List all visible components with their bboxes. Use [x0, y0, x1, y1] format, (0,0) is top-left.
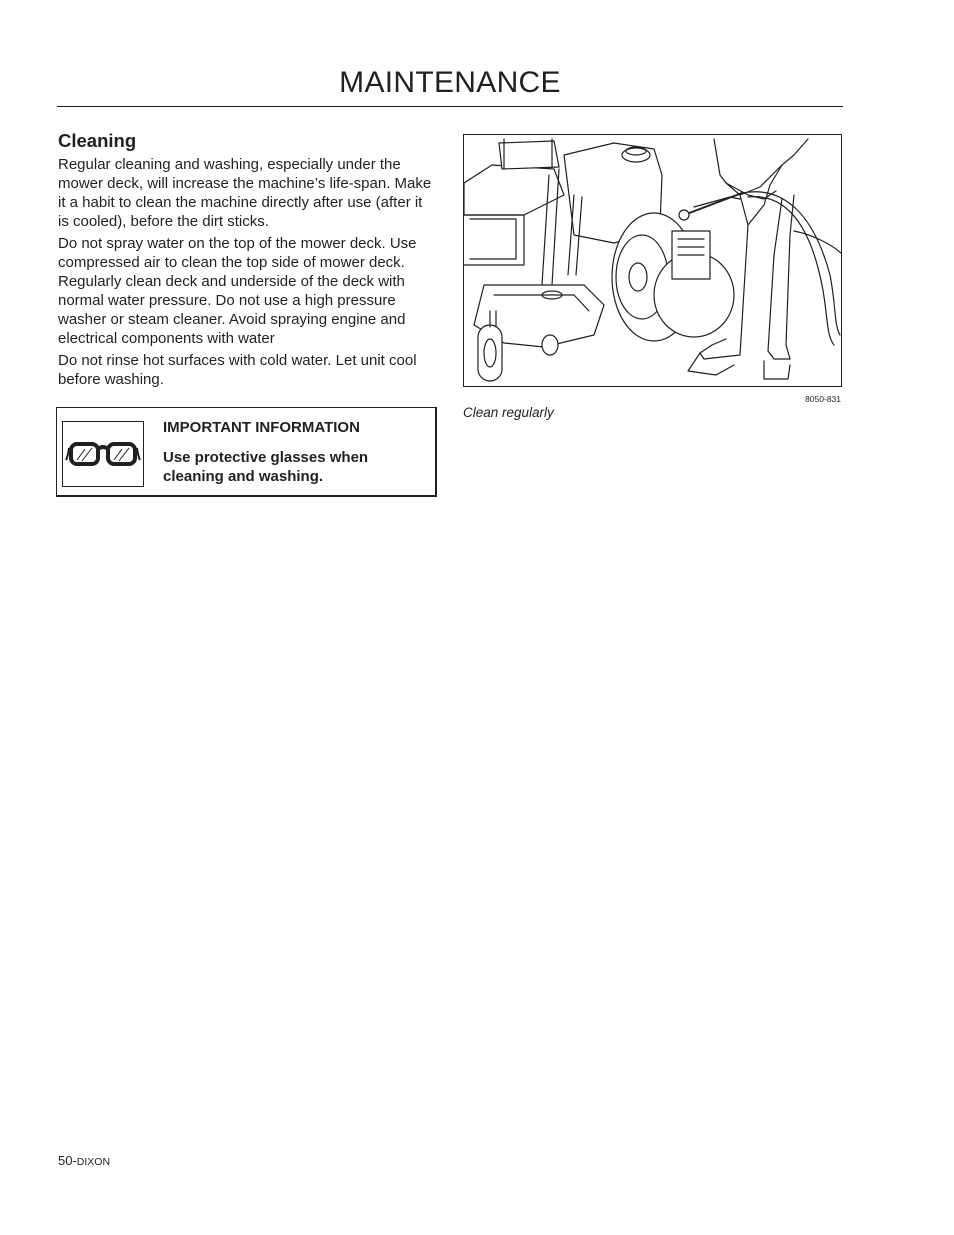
paragraph-3: Do not rinse hot surfaces with cold water. Let unit cool before washing. [58, 352, 417, 388]
paragraph-1: Regular cleaning and washing, especially under the mower deck, will increase the machine’s life-span. Make it a habit to clean the machine directly after use (after it is cooled), before the dirt sticks. [58, 156, 432, 230]
important-information-box [56, 407, 437, 497]
info-text: Use protective glasses when cleaning and washing. [163, 449, 369, 485]
page-number: 50- [58, 1153, 77, 1168]
info-title: IMPORTANT INFORMATION [163, 419, 360, 436]
figure-code: 8050-831 [805, 394, 841, 404]
section-heading: Cleaning [58, 130, 137, 151]
page-title: MAINTENANCE [339, 66, 561, 99]
page-footer [58, 1153, 110, 1168]
brand-name: DIXON [76, 1156, 111, 1168]
cleaning-section [58, 130, 436, 392]
header-divider [57, 106, 843, 107]
safety-glasses-icon [62, 421, 144, 487]
figure-caption: Clean regularly [463, 405, 554, 420]
figure-mower-cleaning [463, 134, 842, 387]
paragraph-2: Do not spray water on the top of the mower deck. Use compressed air to clean the top side of mower deck. Regularly clean deck and underside of the deck with normal water pressure. Do not use a high pressure washer or steam cleaner. Avoid spraying engine and electrical components with water [58, 235, 417, 347]
